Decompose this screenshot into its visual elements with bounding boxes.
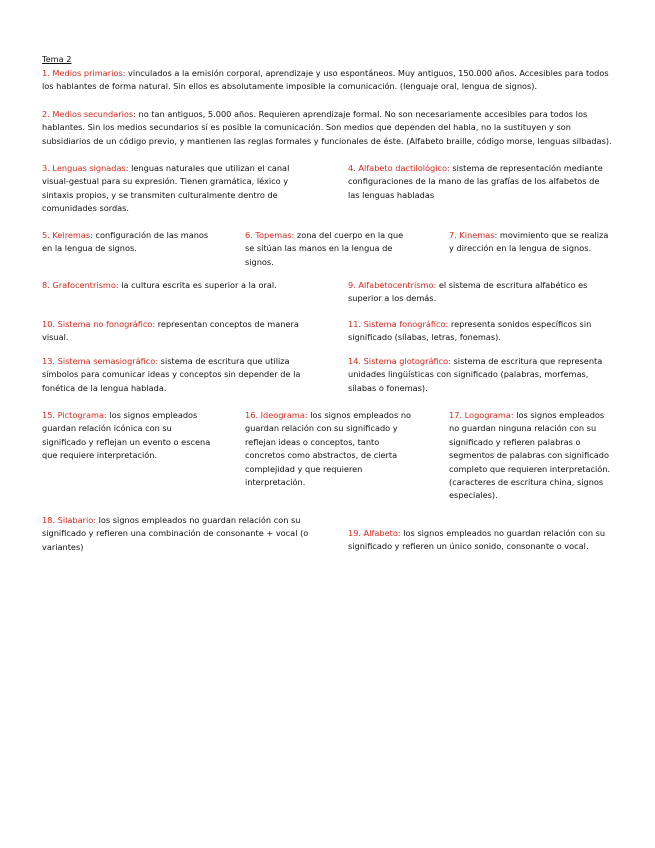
entry-3 [42, 162, 314, 216]
entry-definition: sistema de escritura que representa unidades lingüísticas con significado (palabras, morfemas, sílabas o fonemas). [348, 356, 603, 393]
entry-term: 8. Grafocentrismo: [42, 280, 119, 290]
entry-term: 7. Kinemas: [449, 230, 498, 240]
entry-19 [348, 527, 618, 554]
entry-definition: sistema de representación mediante configuraciones de la mano de las grafías de los alfabetos de las lenguas habladas [348, 163, 603, 200]
entry-term: 15. Pictograma: [42, 410, 107, 420]
entry-18 [42, 514, 312, 554]
entry-term: 5. Keiremas: [42, 230, 93, 240]
entry-15 [42, 409, 214, 463]
entry-definition: representa sonidos específicos sin significado (sílabas, letras, fonemas). [348, 319, 592, 343]
entry-definition: los signos empleados no guardan relación con su significado y refieren un único sonido, consonante o vocal. [348, 528, 606, 552]
entry-term: 4. Alfabeto dactilológico: [348, 163, 450, 173]
entry-term: 1. Medios primarios: [42, 68, 126, 78]
entry-definition: los signos empleados no guardan relación con su significado y refieren una combinación de consonante + vocal (o variantes) [42, 515, 309, 552]
entry-8 [42, 279, 327, 292]
entry-term: 19. Alfabeto: [348, 528, 401, 538]
entry-definition: representan conceptos de manera visual. [42, 319, 299, 343]
entry-definition: los signos empleados no guardan ninguna relación con su significado y refieren palabras o segmentos de palabras con significado completo que requieren interpretación. (caracteres de escritura china, signos especiales). [449, 410, 611, 501]
entry-13 [42, 355, 304, 395]
entry-10 [42, 318, 304, 345]
entry-definition: sistema de escritura que utiliza símbolos para comunicar ideas y conceptos sin depender de la fonética de la lengua hablada. [42, 356, 301, 393]
entry-term: 18. Silabario: [42, 515, 97, 525]
entry-term: 2. Medios secundarios [42, 109, 134, 119]
entry-definition: movimiento que se realiza y dirección en la lengua de signos. [449, 230, 609, 254]
entry-14 [348, 355, 618, 395]
entry-definition: la cultura escrita es superior a la oral. [118, 280, 277, 290]
entry-definition: configuración de las manos en la lengua de signos. [42, 230, 209, 254]
entry-term: 17. Logograma: [449, 410, 514, 420]
entry-definition: vinculados a la emisión corporal, aprendizaje y uso espontáneos. Muy antiguos, 150.000 años. Accesibles para todos los hablantes de forma natural. Sin ellos es absolutamente imposible la comunicación. (lenguaje oral, lengua de signos). [42, 68, 609, 92]
entry-term: 6. Topemas: [245, 230, 295, 240]
entry-term: 11. Sistema fonográfico: [348, 319, 449, 329]
entry-definition: lenguas naturales que utilizan el canal visual-gestual para su expresión. Tienen gramática, léxico y sintaxis propios, y se transmiten culturalmente dentro de comunidades sordas. [42, 163, 290, 214]
entry-definition: los signos empleados no guardan relación con su significado y reflejan ideas o conceptos, tanto concretos como abstractos, de cierta complejidad y que requieren interpretación. [245, 410, 412, 488]
entry-2 [42, 108, 618, 148]
entry-term: 9. Alfabetocentrismo: [348, 280, 437, 290]
entry-11 [348, 318, 618, 345]
entry-term: 16. Ideograma: [245, 410, 308, 420]
entry-term: 10. Sistema no fonográfico: [42, 319, 156, 329]
entry-definition: el sistema de escritura alfabético es superior a los demás. [348, 280, 588, 304]
entry-1 [42, 67, 618, 94]
entry-definition: zona del cuerpo en la que se sitúan las manos en la lengua de signos. [245, 230, 404, 267]
entry-definition: : no tan antiguos, 5.000 años. Requieren aprendizaje formal. No son necesariamente accesibles para todos los hablantes. Sin los medios secundarios sí es posible la comunicación. Son medios que dependen del habla, no la sustituyen y son subsidiarios de un código previo, y mantienen las reglas formales y funcionales de éste. (Alfabeto braille, código morse, lenguas silbadas). [42, 109, 612, 146]
entry-term: 3. Lenguas signadas: [42, 163, 129, 173]
entry-5 [42, 229, 212, 256]
entry-9 [348, 279, 618, 306]
entry-6 [245, 229, 415, 269]
page-title: Tema 2 [42, 54, 72, 64]
entry-16 [245, 409, 417, 489]
entry-4 [348, 162, 613, 202]
entry-definition: los signos empleados guardan relación icónica con su significado y reflejan un evento o escena que requiere interpretación. [42, 410, 211, 461]
entry-17 [449, 409, 614, 503]
entry-term: 13. Sistema semasiográfico: [42, 356, 159, 366]
entry-7 [449, 229, 609, 256]
entry-term: 14. Sistema glotográfico: [348, 356, 451, 366]
